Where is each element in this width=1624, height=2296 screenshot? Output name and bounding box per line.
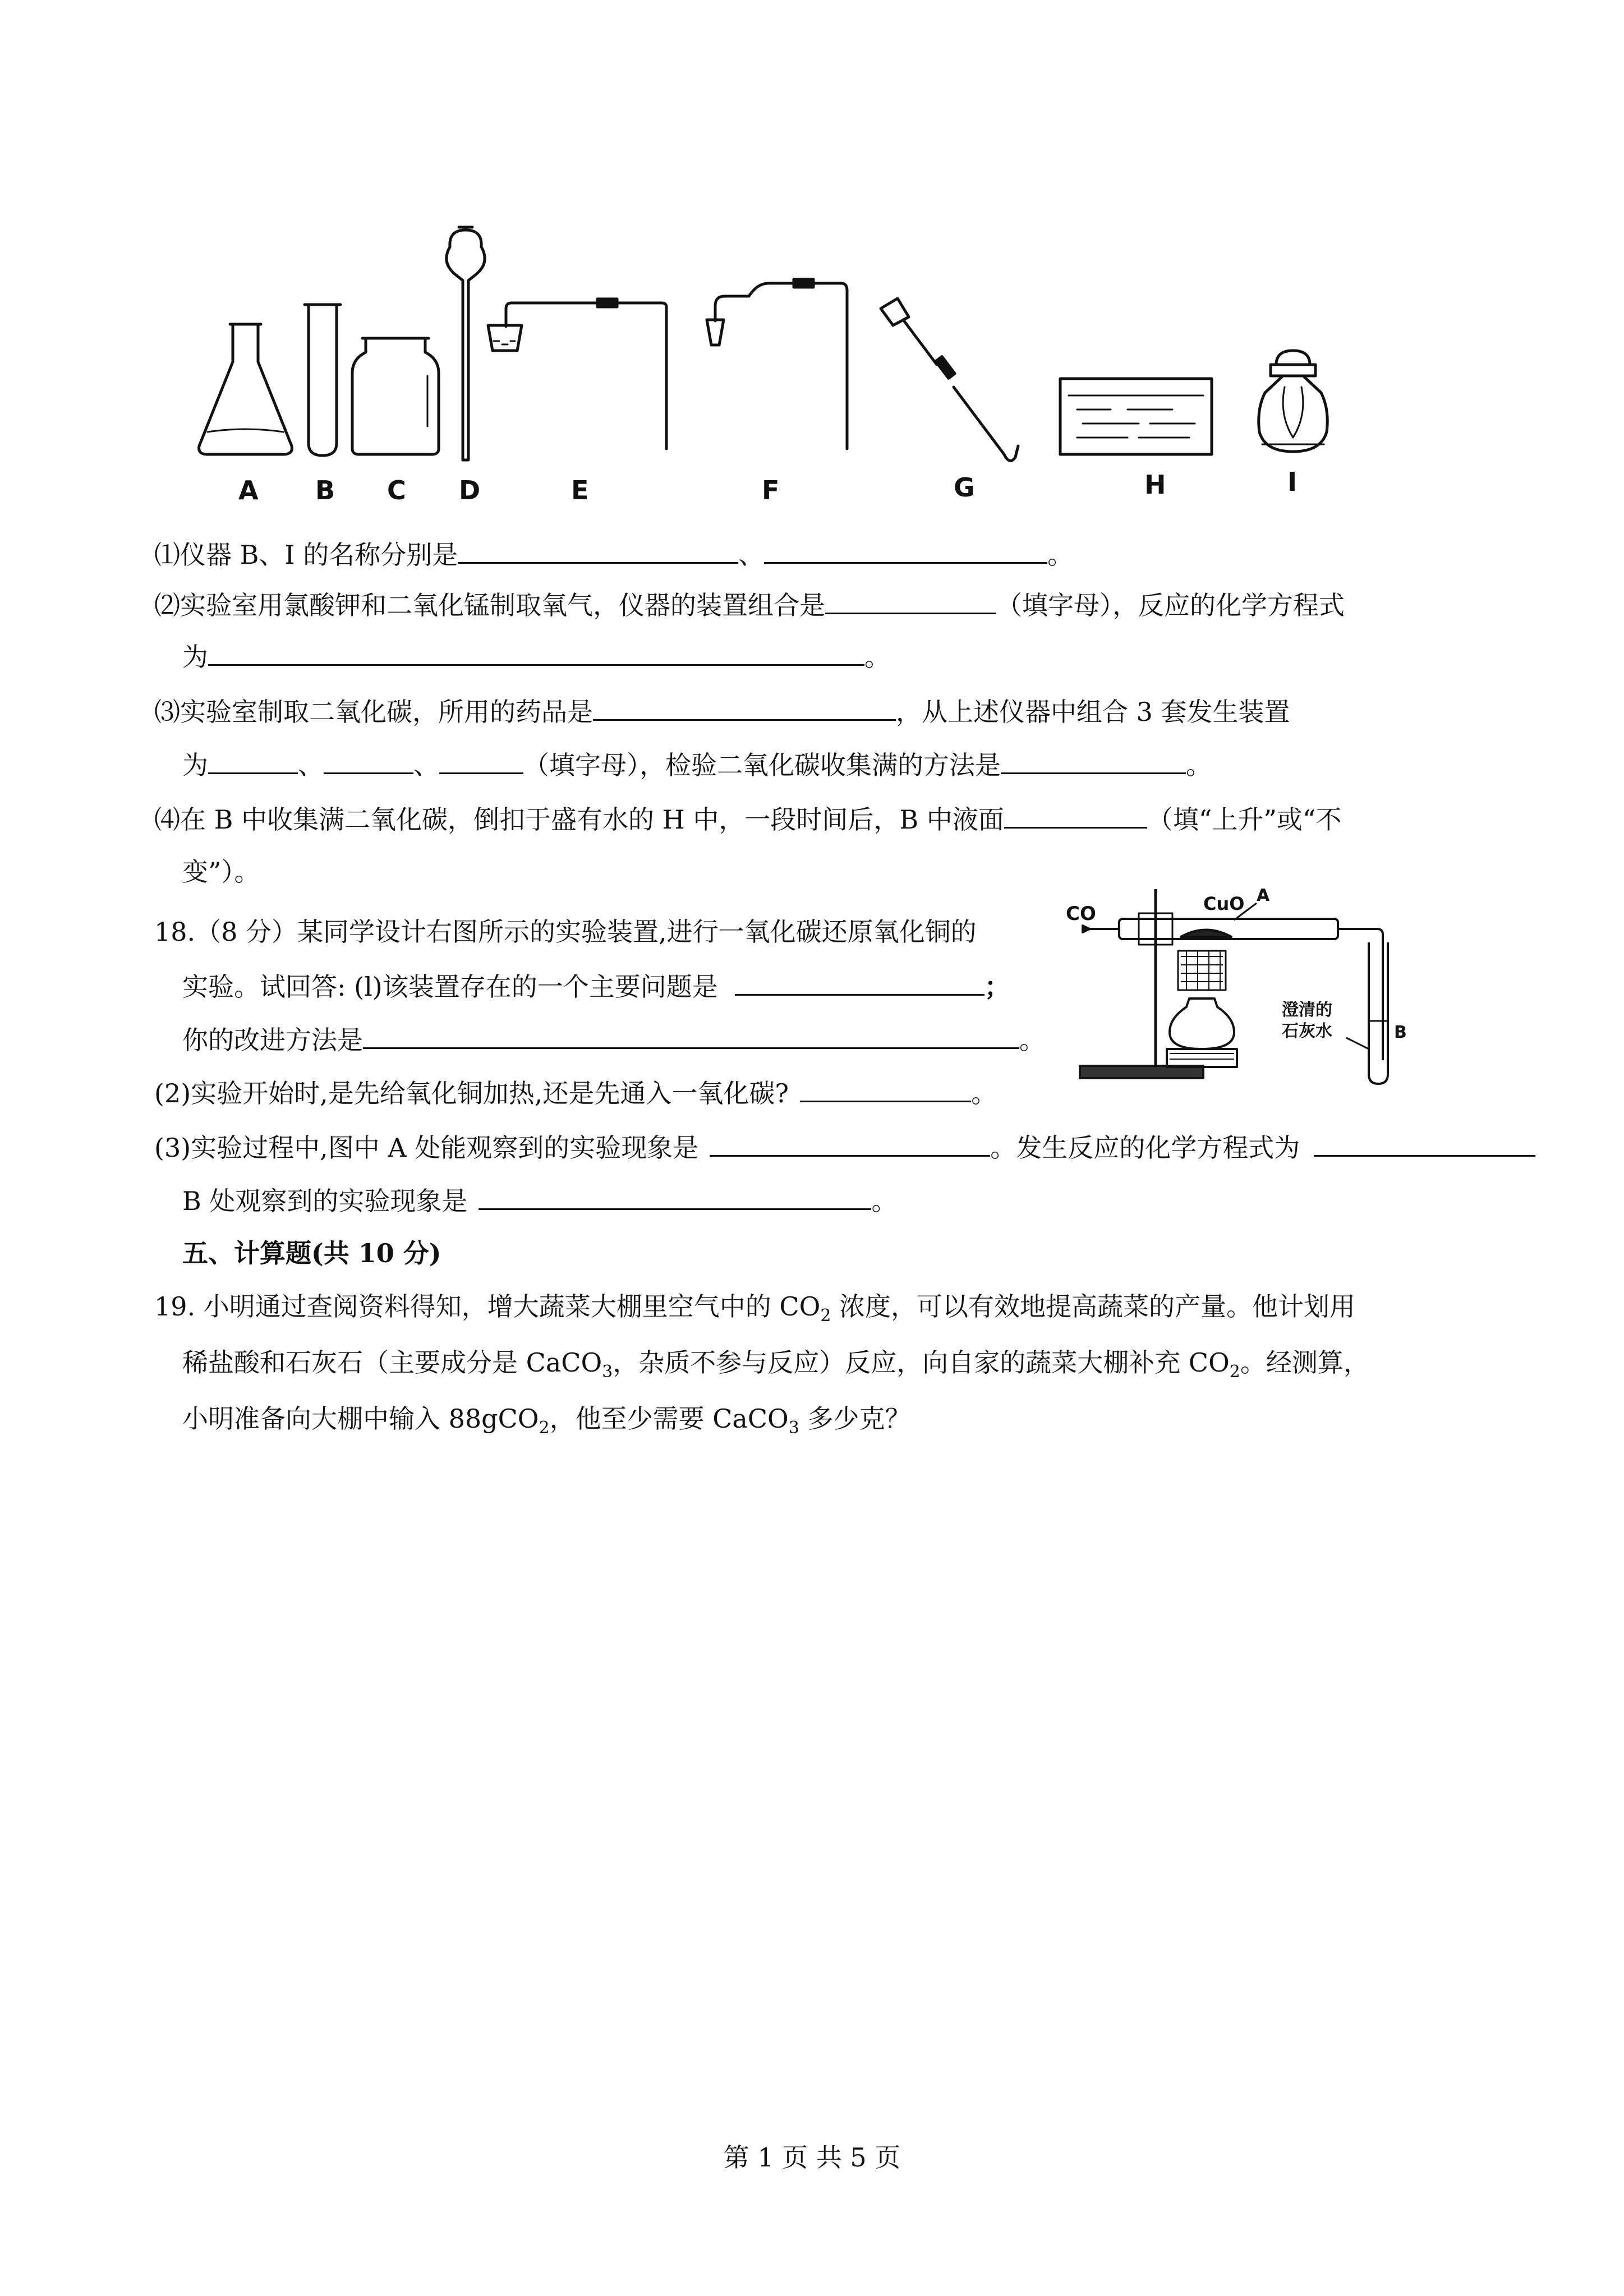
q19-line2: 稀盐酸和石灰石（主要成分是 CaCO$_3$，杂质不参与反应）反应，向自家的蔬菜大棚补充 $CO_2$。经测算， (182, 1347, 1369, 1382)
q17-part2: ⑵实验室用氯酸钾和二氧化锰制取氧气，仪器的装置组合是 （填字母），反应的化学方程式 (154, 588, 1345, 622)
delivery-tube-icon (881, 298, 1018, 461)
apparatus-figure (185, 224, 1419, 516)
stoppered-tube-f-icon (707, 279, 847, 449)
conical-flask-icon (199, 324, 292, 454)
answer-blank[interactable] (1001, 748, 1186, 774)
label-a: A (238, 475, 259, 505)
water-trough-icon (1060, 379, 1212, 454)
fig-label-limewater-2: 石灰水 (1282, 1022, 1332, 1041)
q17-part2-cont: 为 。 (182, 639, 890, 673)
answer-blank[interactable] (324, 748, 413, 774)
answer-blank[interactable] (764, 537, 1047, 564)
label-b: B (315, 475, 335, 505)
answer-blank[interactable] (825, 588, 996, 614)
answer-blank[interactable] (479, 1184, 871, 1210)
q18-line1: 18.（8 分）某同学设计右图所示的实验装置,进行一氧化碳还原氧化铜的 (154, 917, 977, 947)
fig-label-a: A (1257, 886, 1270, 905)
q17-part3-cont: 为 、 、 （填字母），检验二氧化碳收集满的方法是 。 (182, 748, 1212, 781)
label-h: H (1144, 470, 1166, 500)
label-e: E (571, 475, 589, 505)
label-d: D (459, 475, 481, 505)
q17-part3: ⑶实验室制取二氧化碳，所用的药品是 ，从上述仪器中组合 3 套发生装置 (154, 694, 1290, 728)
q18-line6: B 处观察到的实验现象是 。 (182, 1184, 897, 1217)
fig-label-cuo: CuO (1203, 893, 1245, 914)
q17-part1: ⑴仪器 B、I 的名称分别是 、 。 (154, 537, 1073, 571)
fig-label-co: CO (1066, 903, 1096, 925)
answer-blank[interactable] (710, 1130, 990, 1157)
answer-blank[interactable] (439, 748, 523, 774)
q17-part4-cont: 变”）。 (182, 857, 260, 887)
label-i: I (1287, 467, 1298, 497)
answer-blank[interactable] (1314, 1130, 1535, 1157)
page-footer: 第 1 页 共 5 页 (723, 2142, 901, 2173)
answer-blank[interactable] (208, 639, 864, 666)
fig-label-b: B (1394, 1023, 1407, 1042)
q18-line4: (2)实验开始时,是先给氧化铜加热,还是先通入一氧化碳? 。 (154, 1076, 997, 1110)
test-tube-icon (305, 305, 341, 455)
label-g: G (954, 472, 975, 503)
funnel-icon (447, 227, 485, 460)
label-c: C (387, 475, 406, 505)
answer-blank[interactable] (1004, 802, 1147, 829)
q18-line3: 你的改进方法是 。 (182, 1023, 1045, 1056)
answer-blank[interactable] (735, 969, 984, 996)
answer-blank[interactable] (800, 1076, 971, 1102)
answer-blank[interactable] (458, 537, 738, 564)
gas-jar-icon (352, 338, 439, 454)
section-title: 五、计算题(共 10 分) (182, 1238, 441, 1268)
q18-line5: (3)实验过程中,图中 A 处能观察到的实验现象是 。发生反应的化学方程式为 (154, 1130, 1535, 1164)
label-f: F (762, 475, 780, 505)
answer-blank[interactable] (593, 694, 896, 721)
q18-line2: 实验。试回答: (l)该装置存在的一个主要问题是 ； (182, 969, 1010, 1003)
alcohol-lamp-icon (1259, 351, 1328, 452)
stoppered-tube-e-icon (488, 299, 666, 449)
q19-line1: 19. 小明通过查阅资料得知，增大蔬菜大棚里空气中的 $CO_2$ 浓度，可以有效地提高蔬菜的产量。他计划用 (154, 1291, 1356, 1326)
co-reduction-setup-figure (1066, 881, 1414, 1088)
answer-blank[interactable] (363, 1023, 1019, 1049)
fig-label-limewater-1: 澄清的 (1282, 1000, 1332, 1020)
answer-blank[interactable] (208, 748, 298, 774)
q19-line3: 小明准备向大棚中输入 88gCO$_2$，他至少需要 CaCO$_3$ 多少克？ (182, 1404, 911, 1438)
q17-part4: ⑷在 B 中收集满二氧化碳，倒扣于盛有水的 H 中，一段时间后，B 中液面 （填“上升”或“不 (154, 802, 1341, 836)
